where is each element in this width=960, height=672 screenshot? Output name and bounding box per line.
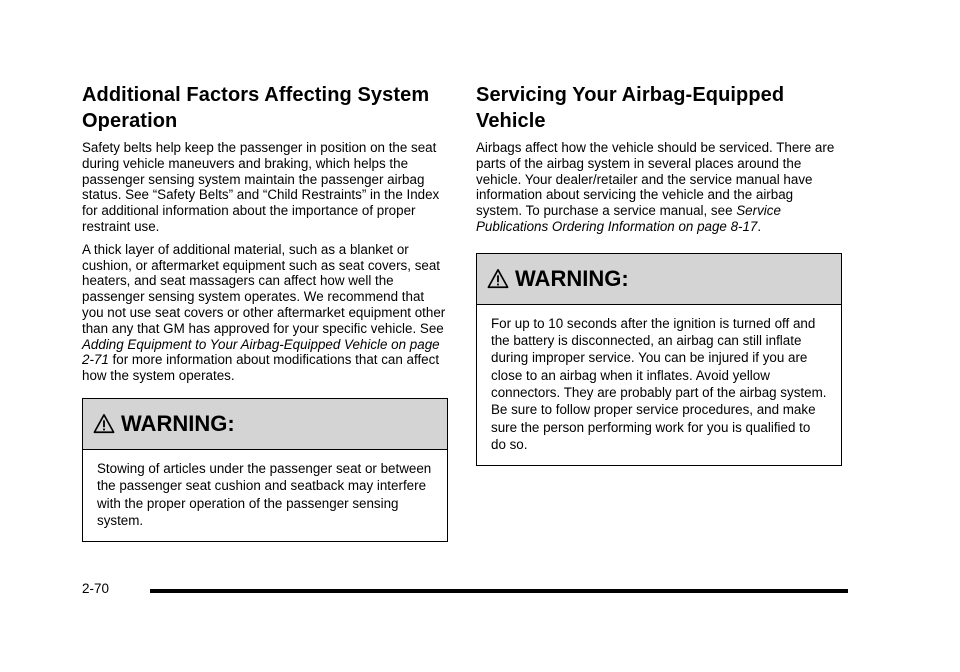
warning-header: [83, 399, 447, 450]
warning-box-right: [476, 253, 842, 466]
warning-box-left: [82, 398, 448, 542]
section-heading-additional-factors: Additional Factors Affecting System Operation: [82, 84, 430, 132]
cross-reference-link[interactable]: Service Publications Ordering Information on page 8-17: [476, 203, 781, 234]
warning-title: WARNING:: [121, 410, 235, 436]
right-column: [476, 82, 842, 466]
warning-triangle-icon: [487, 268, 509, 290]
warning-body: [83, 450, 447, 541]
left-column: [82, 82, 448, 542]
paragraph-servicing: [476, 140, 842, 235]
cross-reference-link[interactable]: Adding Equipment to Your Airbag-Equipped Vehicle on page 2-71: [82, 336, 440, 368]
warning-body: [477, 305, 841, 465]
footer-rule: [150, 589, 848, 593]
paragraph-text-tail: .: [757, 218, 762, 234]
paragraph-text: A thick layer of additional material, such as a blanket or cushion, or aftermarket equipment such as seat covers, seat heaters, and seat massagers can affect how well the passenger sensing system operates. We recommend that you not use seat covers or other aftermarket equipment other than any that GM has approved for your specific vehicle. See: [82, 241, 446, 336]
paragraph-safety-belts: Safety belts help keep the passenger in position on the seat during vehicle maneuvers and braking, which helps the passenger sensing system maintain the passenger airbag status. See “Safety Belts” and “Child Restraints” in the Index for additional information about the importance of proper restraint use.: [82, 140, 440, 234]
paragraph-text-tail: for more information about modifications that can affect how the system operates.: [82, 352, 440, 384]
paragraph-thick-layer: [82, 242, 448, 384]
section-heading-servicing: Servicing Your Airbag-Equipped Vehicle: [476, 84, 785, 132]
warning-triangle-icon: [93, 413, 115, 435]
warning-title: WARNING:: [515, 265, 629, 291]
warning-text: For up to 10 seconds after the ignition is turned off and the battery is disconnected, an airbag can still inflate during improper service. You can be injured if you are close to an airbag when it inflates. Avoid yellow connectors. They are probably part of the airbag system. Be sure to follow proper service procedures, and make sure the person performing work for you is qualified to do so.: [491, 315, 827, 452]
warning-header: [477, 254, 841, 305]
warning-text: Stowing of articles under the passenger seat or between the passenger seat cushion and seatback may interfere with the proper operation of the passenger sensing system.: [97, 460, 432, 528]
page-number: 2-70: [82, 581, 110, 596]
paragraph-text: Airbags affect how the vehicle should be serviced. There are parts of the airbag system in several places around the vehicle. Your dealer/retailer and the service manual have information about servicing the vehicle and the airbag system. To purchase a service manual, see: [476, 140, 835, 219]
